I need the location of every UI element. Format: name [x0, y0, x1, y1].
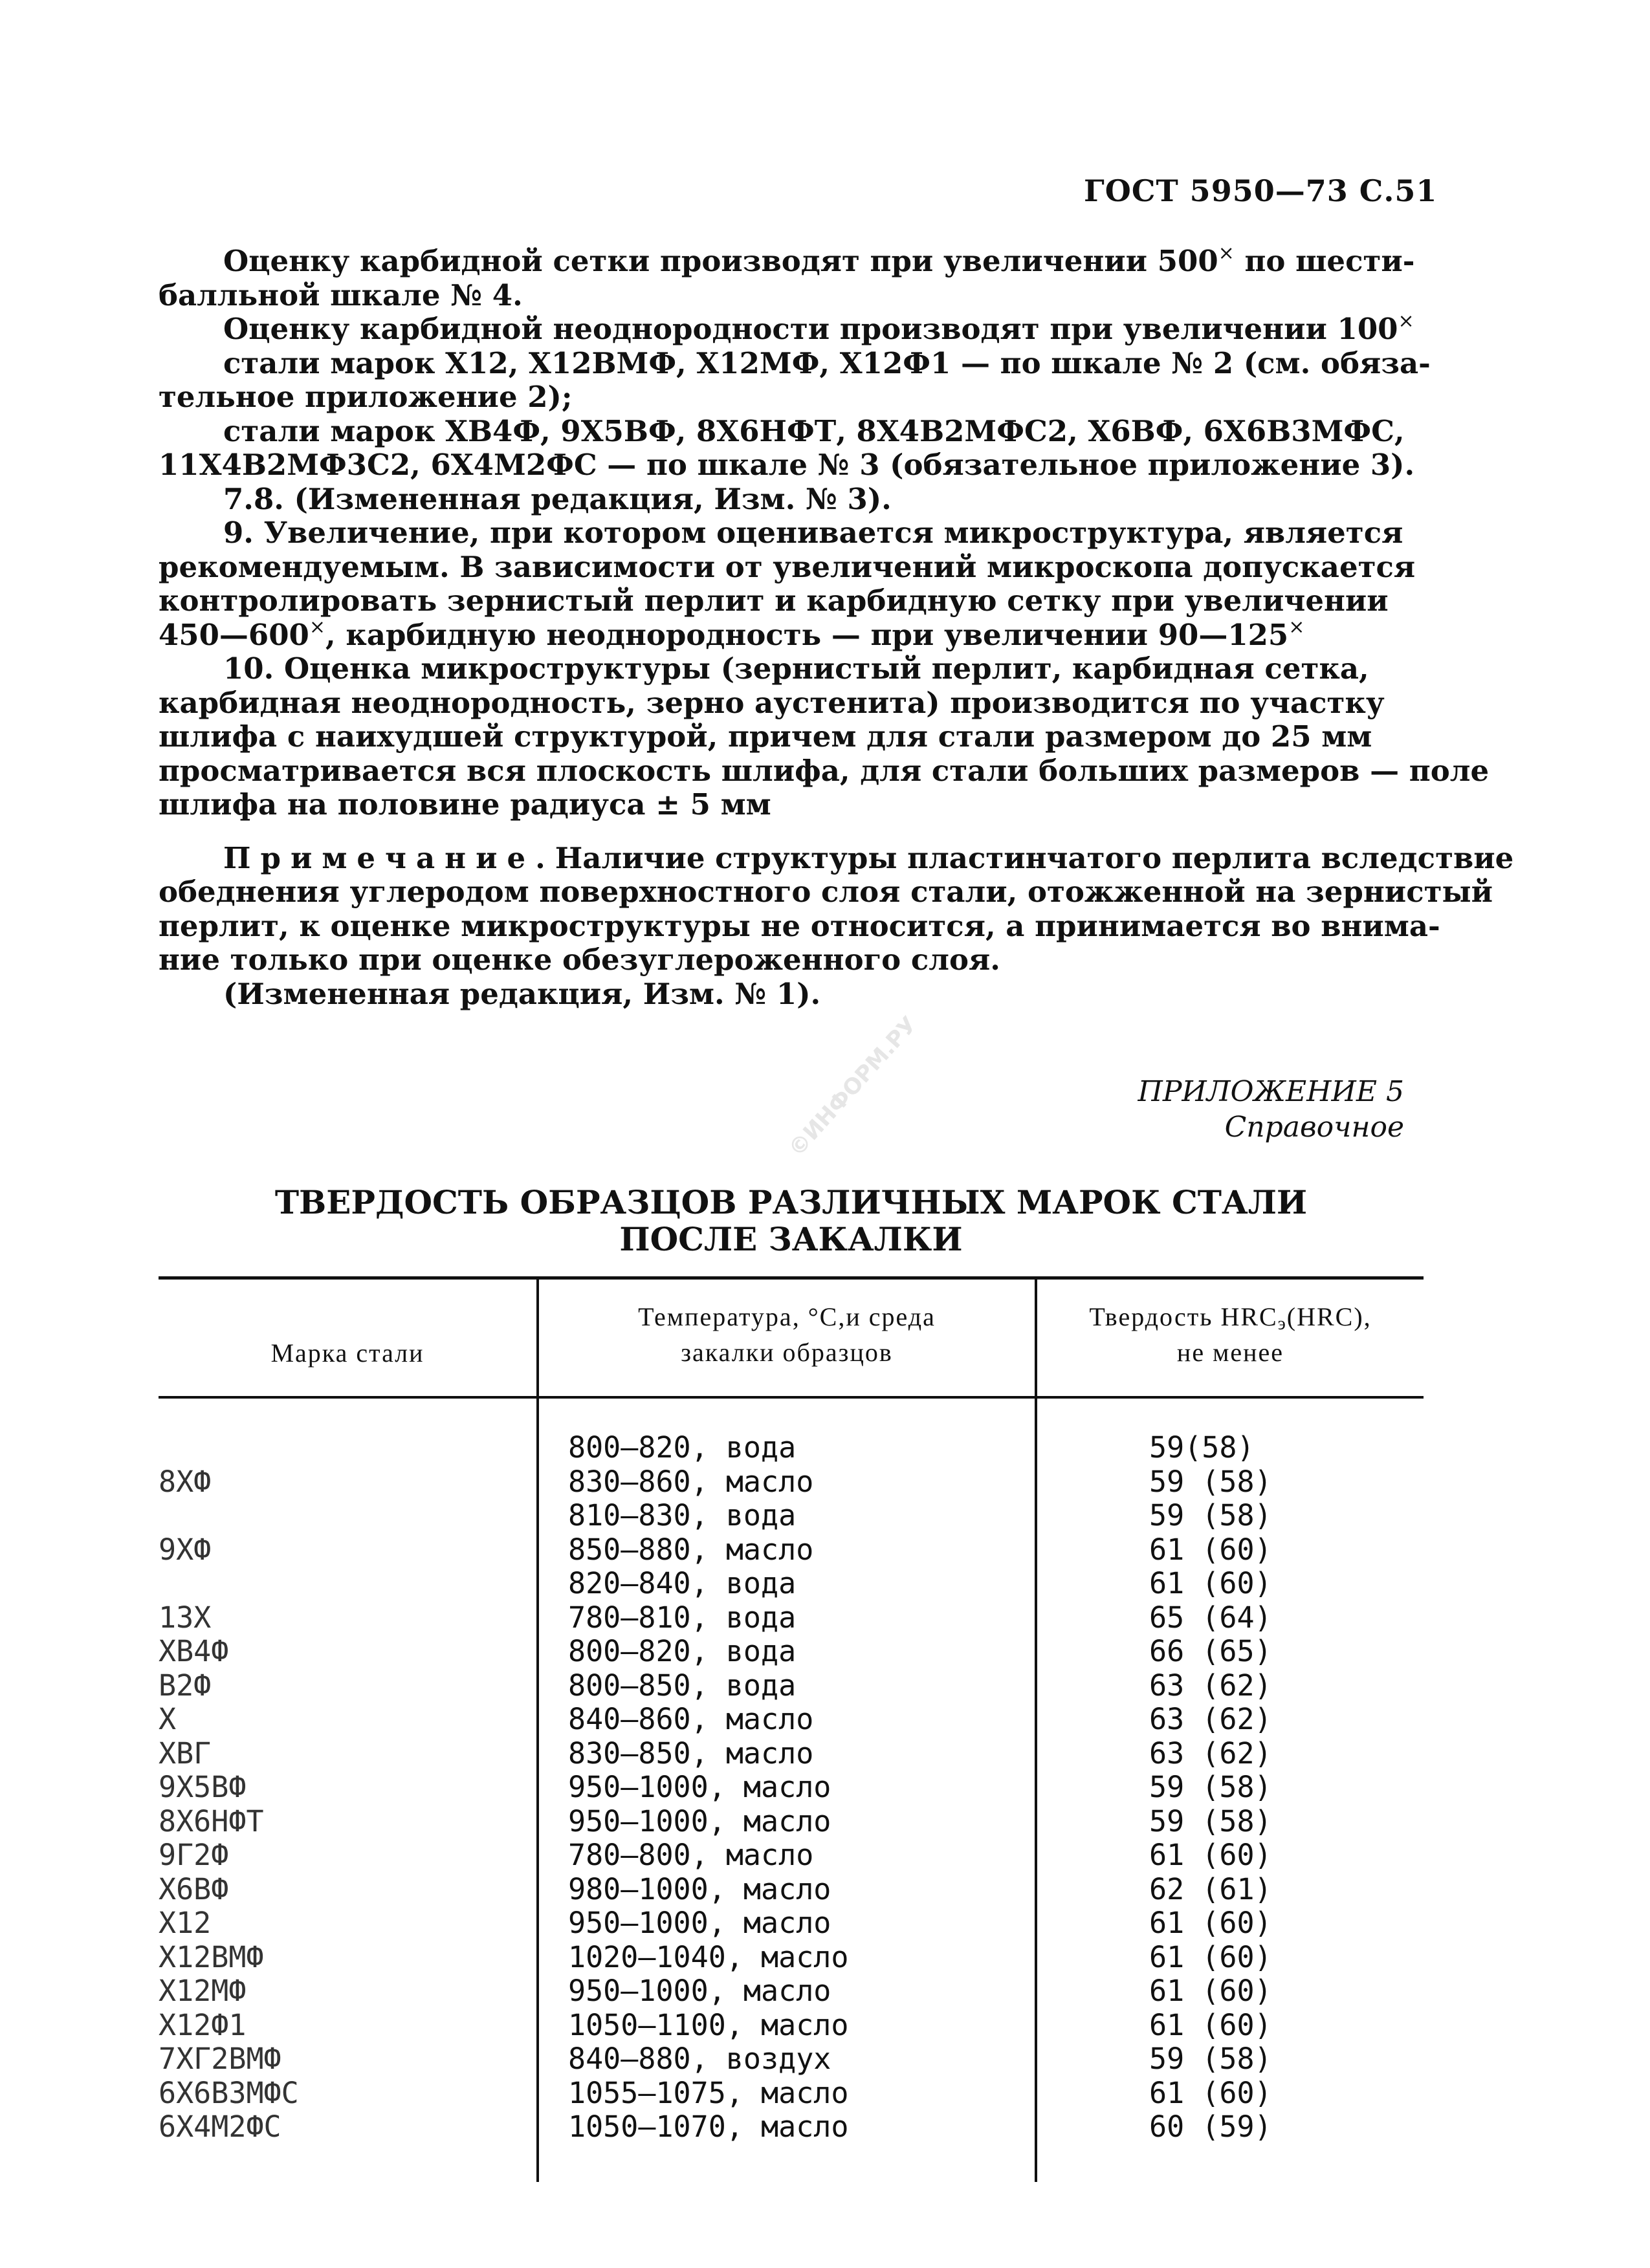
table-top-rule: [159, 1276, 1424, 1280]
cell-temperature: 840—880, воздух: [568, 2042, 831, 2076]
cell-grade: Х12Ф1: [159, 2007, 247, 2042]
column-divider: [536, 1280, 539, 2182]
body-text: [159, 242, 1514, 1011]
cell-hardness: 63 (62): [1149, 1668, 1272, 1703]
cell-grade: 7ХГ2ВМФ: [159, 2042, 281, 2076]
text-line: 450—600×, карбидную неоднородность — при увеличении 90—125×: [159, 615, 1305, 652]
col-header-hardness: Твердость $HRC_э(HRC)$, не менее: [1089, 1302, 1372, 1367]
cell-hardness: 65 (64): [1149, 1600, 1272, 1635]
text-line: карбидная неоднородность, зерно аустенита) производится по участку: [159, 685, 1385, 720]
text-line: контролировать зернистый перлит и карбидную сетку при увеличении: [159, 583, 1389, 618]
text-line: тельное приложение 2);: [159, 380, 573, 414]
note: Примечание.Наличие структуры пластинчатого перлита вследствие: [223, 840, 1514, 875]
text-line: рекомендуемым. В зависимости от увеличений микроскопа допускается: [159, 549, 1416, 584]
cell-grade: 9Х5ВФ: [159, 1770, 247, 1804]
cell-grade: ХВ4Ф: [159, 1634, 229, 1668]
cell-grade: В2Ф: [159, 1668, 212, 1703]
cell-temperature: 800—850, вода: [568, 1668, 797, 1703]
col-header-temperature: Температура, °С,и среда закалки образцов: [638, 1302, 936, 1367]
cell-grade: Х12ВМФ: [159, 1939, 264, 1974]
cell-hardness: 61 (60): [1149, 2007, 1272, 2042]
cell-temperature: 1050—1100, масло: [568, 2007, 849, 2042]
paragraph-carbide-heterogeneity: Оценку карбидной неоднородности производят при увеличении 100×: [223, 310, 1414, 346]
cell-grade: Х12МФ: [159, 1974, 247, 2008]
cell-grade: Х12: [159, 1906, 212, 1940]
text-line: шлифа на половине радиуса ± 5 мм: [159, 787, 771, 822]
watermark: ©ИНФОРМ.РУ: [783, 1011, 923, 1162]
cell-grade: 13Х: [159, 1600, 212, 1635]
cell-hardness: 59 (58): [1149, 1464, 1272, 1499]
cell-grade: 9ХФ: [159, 1532, 212, 1567]
table-header-rule: [159, 1396, 1424, 1399]
magnification-sign: ×: [1398, 310, 1414, 333]
cell-hardness: 59(58): [1149, 1430, 1255, 1465]
text-line: просматривается вся плоскость шлифа, для стали больших размеров — поле: [159, 753, 1490, 788]
col-header-grade: Марка стали: [270, 1338, 424, 1368]
text-line: перлит, к оценке микроструктуры не относится, а принимается во внима-: [159, 908, 1440, 943]
cell-hardness: 63 (62): [1149, 1736, 1272, 1771]
text-line: балльной шкале № 4.: [159, 278, 523, 312]
revision-note: (Измененная редакция, Изм. № 1).: [223, 976, 821, 1011]
cell-temperature: 950—1000, масло: [568, 1974, 831, 2008]
cell-temperature: 850—880, масло: [568, 1532, 814, 1567]
cell-temperature: 1020—1040, масло: [568, 1939, 849, 1974]
cell-hardness: 61 (60): [1149, 2075, 1272, 2110]
text-line: 11Х4В2МФ3С2, 6Х4М2ФС — по шкале № 3 (обязательное приложение 3).: [159, 448, 1415, 482]
revision-note: 7.8. (Измененная редакция, Изм. № 3).: [223, 481, 892, 516]
cell-temperature: 1050—1070, масло: [568, 2110, 849, 2144]
cell-grade: Х: [159, 1702, 177, 1736]
magnification-sign: ×: [1218, 242, 1235, 265]
text-line: ние только при оценке обезуглероженного слоя.: [159, 943, 1000, 977]
cell-hardness: 59 (58): [1149, 2042, 1272, 2076]
cell-temperature: 800—820, вода: [568, 1634, 797, 1668]
cell-hardness: 62 (61): [1149, 1871, 1272, 1906]
cell-grade: [159, 1431, 299, 1465]
cell-temperature: 950—1000, масло: [568, 1770, 831, 1804]
cell-grade: 6Х4М2ФС: [159, 2110, 281, 2144]
cell-temperature: 810—830, вода: [568, 1498, 797, 1532]
text-line: шлифа с наихудшей структурой, причем для стали размером до 25 мм: [159, 719, 1372, 754]
cell-hardness: 59 (58): [1149, 1770, 1272, 1804]
cell-temperature: 950—1000, масло: [568, 1804, 831, 1838]
cell-temperature: 800—820, вода: [568, 1430, 797, 1465]
cell-grade: 8Х6НФТ: [159, 1804, 264, 1838]
cell-grade: 9Г2Ф: [159, 1838, 229, 1872]
text-line: стали марок Х12, Х12ВМФ, Х12МФ, Х12Ф1 — по шкале № 2 (см. обяза-: [223, 345, 1431, 380]
cell-temperature: 780—810, вода: [568, 1600, 797, 1635]
cell-temperature: 830—850, масло: [568, 1736, 814, 1771]
cell-hardness: 61 (60): [1149, 1939, 1272, 1974]
cell-temperature: 980—1000, масло: [568, 1871, 831, 1906]
text-line: 10. Оценка микроструктуры (зернистый перлит, карбидная сетка,: [223, 651, 1369, 686]
magnification-value: 500: [1157, 244, 1218, 278]
cell-grade: [159, 1499, 299, 1533]
cell-grade: [159, 1567, 299, 1601]
magnification-value: 100: [1337, 312, 1398, 346]
cell-hardness: 66 (65): [1149, 1634, 1272, 1668]
table-title: ТВЕРДОСТЬ ОБРАЗЦОВ РАЗЛИЧНЫХ МАРОК СТАЛИ ПОСЛЕ ЗАКАЛКИ: [274, 1183, 1308, 1258]
cell-grade: ХВГ: [159, 1736, 212, 1771]
cell-hardness: 61 (60): [1149, 1566, 1272, 1600]
column-divider: [1035, 1280, 1037, 2182]
cell-hardness: 60 (59): [1149, 2110, 1272, 2144]
note-label: Примечание.: [223, 840, 555, 875]
text-line: 9. Увеличение, при котором оценивается микроструктура, является: [223, 516, 1403, 550]
cell-temperature: 820—840, вода: [568, 1566, 797, 1600]
hardness-column: [1149, 1431, 1272, 2144]
cell-temperature: 780—800, масло: [568, 1838, 814, 1872]
grade-column: [159, 1431, 299, 2144]
cell-temperature: 830—860, масло: [568, 1464, 814, 1499]
cell-temperature: 950—1000, масло: [568, 1906, 831, 1940]
text-line: обеднения углеродом поверхностного слоя стали, отожженной на зернистый: [159, 875, 1493, 909]
cell-hardness: 61 (60): [1149, 1974, 1272, 2008]
text-line: стали марок ХВ4Ф, 9Х5ВФ, 8Х6НФТ, 8Х4В2МФС2, Х6ВФ, 6Х6В3МФС,: [223, 413, 1405, 448]
cell-temperature: 1055—1075, масло: [568, 2075, 849, 2110]
cell-grade: 6Х6В3МФС: [159, 2075, 299, 2110]
cell-hardness: 61 (60): [1149, 1906, 1272, 1940]
cell-grade: 8ХФ: [159, 1464, 212, 1499]
cell-hardness: 63 (62): [1149, 1702, 1272, 1736]
cell-hardness: 61 (60): [1149, 1532, 1272, 1567]
cell-hardness: 59 (58): [1149, 1498, 1272, 1532]
appendix-label: ПРИЛОЖЕНИЕ 5 Справочное: [1138, 1075, 1404, 1144]
cell-hardness: 61 (60): [1149, 1838, 1272, 1872]
temperature-column: [568, 1431, 848, 2144]
cell-grade: Х6ВФ: [159, 1871, 229, 1906]
cell-temperature: 840—860, масло: [568, 1702, 814, 1736]
cell-hardness: 59 (58): [1149, 1804, 1272, 1838]
paragraph-carbide-network: Оценку карбидной сетки производят при увеличении 500× по шести-: [223, 242, 1415, 278]
page-header: ГОСТ 5950—73 С.51: [1084, 173, 1438, 208]
